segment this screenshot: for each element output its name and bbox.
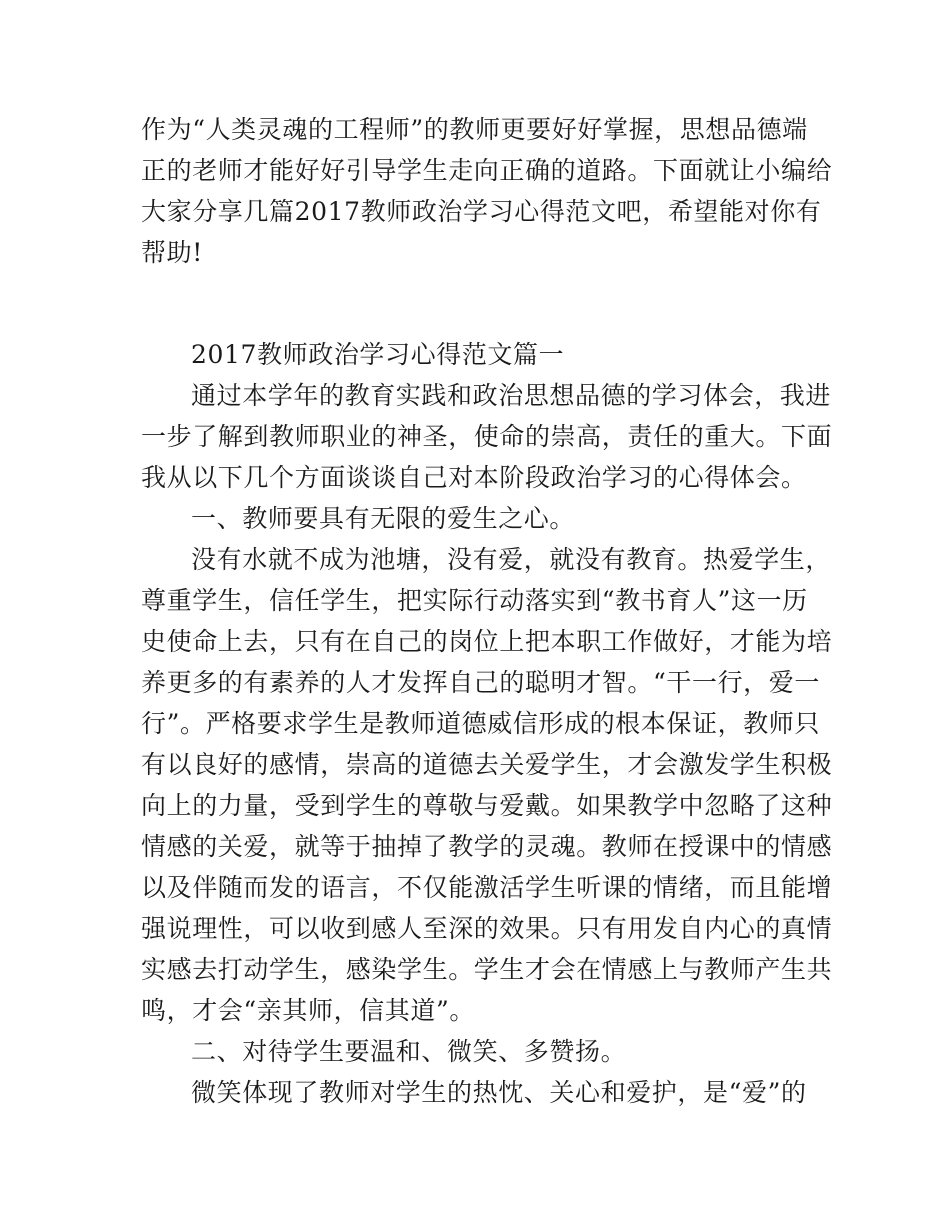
intro-line-1: 作为“人类灵魂的工程师”的教师更要好好掌握，思想品德端 [141, 115, 808, 144]
body-line-1: 通过本学年的教育实践和政治思想品德的学习体会，我进 [191, 381, 832, 410]
intro-line-4: 帮助! [141, 238, 203, 267]
body-line-18: 微笑体现了教师对学生的热忱、关心和爱护，是“爱”的 [191, 1078, 807, 1107]
body-line-2: 一步了解到教师职业的神圣，使命的崇高，责任的重大。下面 [141, 422, 833, 451]
section-title: 2017教师政治学习心得范文篇一 [191, 340, 565, 369]
body-line-5: 没有水就不成为池塘，没有爱，就没有教育。热爱学生， [191, 545, 832, 574]
body-line-12: 情感的关爱，就等于抽掉了教学的灵魂。教师在授课中的情感 [141, 832, 833, 861]
intro-line-3: 大家分享几篇2017教师政治学习心得范文吧，希望能对你有 [141, 197, 822, 226]
body-line-3: 我从以下几个方面谈谈自己对本阶段政治学习的心得体会。 [141, 463, 807, 492]
body-line-14: 强说理性，可以收到感人至深的效果。只有用发自内心的真情 [141, 914, 833, 943]
paragraph-gap [141, 273, 813, 334]
heading-two: 二、对待学生要温和、微笑、多赞扬。 [191, 1037, 627, 1066]
body-line-11: 向上的力量，受到学生的尊敬与爱戴。如果教学中忽略了这种 [141, 791, 833, 820]
body-line-6: 尊重学生，信任学生，把实际行动落实到“教书育人”这一历 [141, 586, 808, 615]
body-line-9: 行”。严格要求学生是教师道德威信形成的根本保证，教师只 [141, 709, 820, 738]
document-text [141, 109, 833, 1113]
body-line-15: 实感去打动学生，感染学生。学生才会在情感上与教师产生共 [141, 955, 833, 984]
heading-one: 一、教师要具有无限的爱生之心。 [191, 504, 576, 533]
body-line-7: 史使命上去，只有在自己的岗位上把本职工作做好，才能为培 [141, 627, 833, 656]
body-line-16: 鸣，才会“亲其师，信其道”。 [141, 996, 475, 1025]
body-line-8: 养更多的有素养的人才发挥自己的聪明才智。“干一行，爱一 [141, 668, 820, 697]
intro-line-2: 正的老师才能好好引导学生走向正确的道路。下面就让小编给 [141, 156, 833, 185]
body-line-10: 有以良好的感情，崇高的道德去关爱学生，才会激发学生积极 [141, 750, 833, 779]
body-line-13: 以及伴随而发的语言，不仅能激活学生听课的情绪，而且能增 [141, 873, 833, 902]
